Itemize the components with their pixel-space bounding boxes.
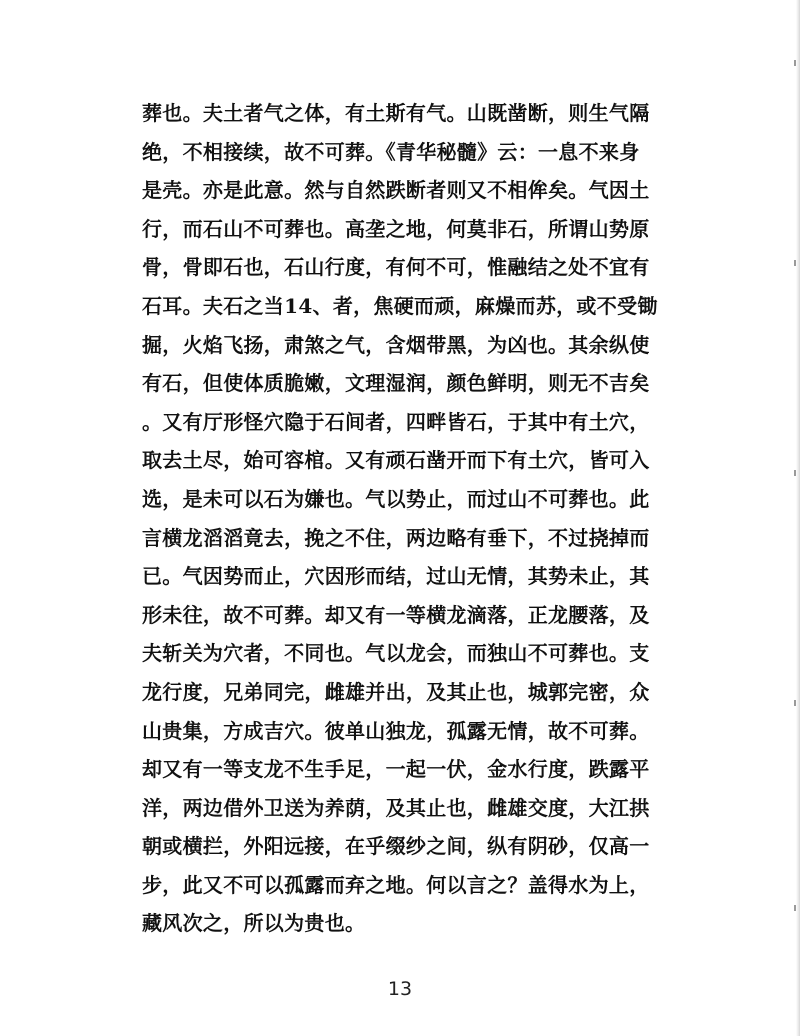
text-line: 是壳。亦是此意。然与自然跌断者则又不相侔矣。气因土 — [142, 178, 650, 203]
page-number: 13 — [387, 978, 413, 1000]
scan-speck — [794, 260, 796, 266]
scan-speck — [794, 470, 796, 476]
scan-edge-shadow — [796, 0, 800, 1036]
text-line: 夫斩关为穴者，不同也。气以龙会，而独山不可葬也。支 — [142, 641, 650, 666]
text-line: 葬也。夫土者气之体，有土斯有气。山既凿断，则生气隔 — [142, 101, 650, 125]
text-line: 掘，火焰飞扬，肃煞之气，含烟带黑，为凶也。其余纵使 — [142, 332, 650, 357]
text-line: 朝或横拦，外阳远接，在乎缀纱之间，纵有阴砂，仅高一 — [142, 834, 650, 859]
text-line: 洋，两边借外卫送为养荫，及其止也，雌雄交度，大江拱 — [142, 795, 650, 820]
text-line: 却又有一等支龙不生手足，一起一伏，金水行度，跌露平 — [142, 757, 650, 782]
text-line: 选，是未可以石为嫌也。气以势止，而过山不可葬也。此 — [142, 486, 650, 511]
text-line: 龙行度，兄弟同完，雌雄并出，及其止也，城郭完密，众 — [142, 679, 650, 704]
text-line: 藏风次之，所以为贵也。 — [142, 911, 366, 936]
scan-speck — [794, 905, 796, 911]
text-line: 言横龙滔滔竟去，挽之不住，两边略有垂下，不过挠掉而 — [142, 525, 650, 550]
text-line: 已。气因势而止，穴因形而结，过山无情，其势未止，其 — [142, 564, 650, 589]
text-line: 取去土尽，始可容棺。又有顽石凿开而下有土穴，皆可入 — [142, 448, 650, 473]
scan-speck — [794, 60, 796, 66]
scan-speck — [794, 700, 796, 706]
text-line: 绝，不相接续，故不可葬。《青华秘髓》云：一息不来身 — [142, 139, 640, 164]
text-line: 骨，骨即石也，石山行度，有何不可，惟融结之处不宜有 — [142, 255, 650, 280]
text-line: 。又有厅形怪穴隐于石间者，四畔皆石，于其中有土穴， — [142, 409, 650, 434]
text-line: 步，此又不可以孤露而弃之地。何以言之？盖得水为上， — [142, 872, 650, 897]
text-line: 山贵集，方成吉穴。彼单山独龙，孤露无情，故不可葬。 — [142, 718, 650, 743]
text-line: 形未往，故不可葬。却又有一等横龙滴落，正龙腰落，及 — [142, 602, 650, 627]
text-line: 石耳。夫石之当14、者，焦硬而顽，麻燥而苏，或不受锄 — [142, 293, 658, 318]
text-line: 有石，但使体质脆嫩，文理湿润，颜色鲜明，则无不吉矣 — [142, 371, 650, 396]
body-text — [142, 94, 662, 943]
text-line: 行，而石山不可葬也。高垄之地，何莫非石，所谓山势原 — [142, 216, 650, 241]
